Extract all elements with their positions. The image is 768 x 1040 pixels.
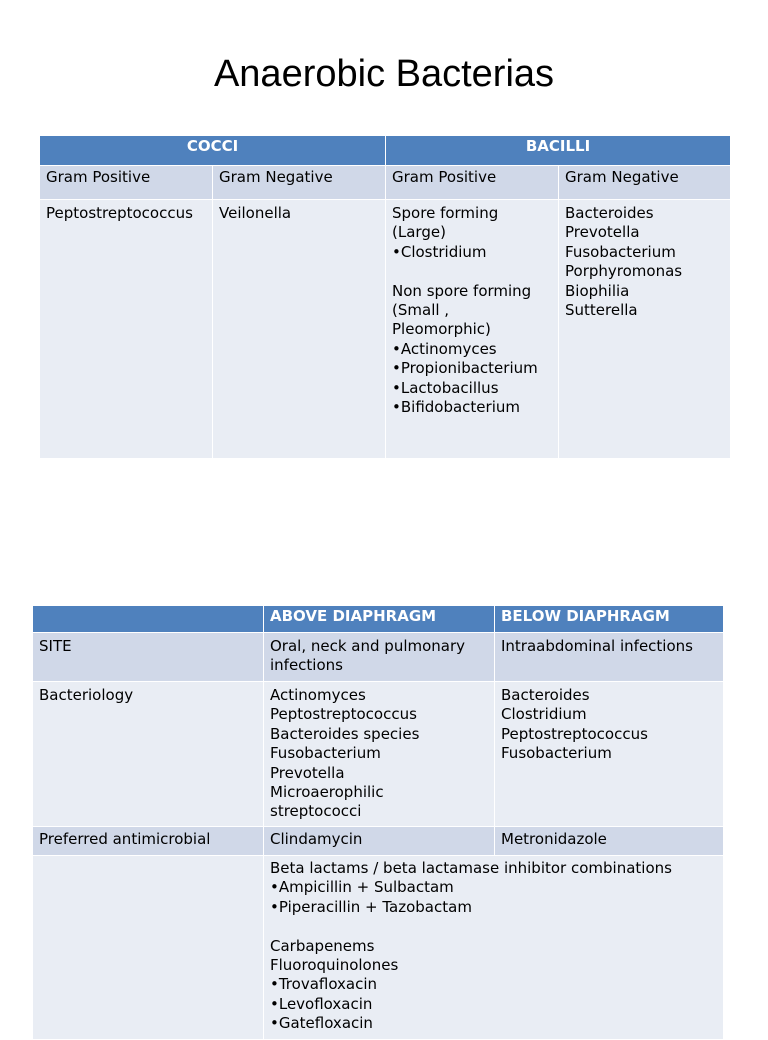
cell-cocci-gram-positive: Peptostreptococcus [40, 200, 213, 459]
cell-site-above: Oral, neck and pulmonary infections [264, 633, 495, 682]
table-row-site [33, 633, 724, 682]
header-blank [33, 606, 264, 633]
row-label-bacteriology: Bacteriology [33, 682, 264, 827]
cell-preferred-below: Metronidazole [495, 827, 724, 856]
cell-alternative-antimicrobials: Beta lactams / beta lactamase inhibitor combinations •Ampicillin + Sulbactam •Piperacillin + Tazobactam Carbapenems Fluoroquinolones •Trovafloxacin •Levofloxacin •Gatefloxacin [264, 856, 724, 1040]
bacteria-classification-table [39, 135, 731, 459]
subheader-cocci-gram-negative: Gram Negative [213, 166, 386, 200]
row-label-preferred-antimicrobial: Preferred antimicrobial [33, 827, 264, 856]
subheader-cocci-gram-positive: Gram Positive [40, 166, 213, 200]
cell-bacilli-gram-positive: Spore forming (Large) •Clostridium Non spore forming (Small , Pleomorphic) •Actinomyces •Propionibacterium •Lactobacillus •Bifidobacterium [386, 200, 559, 459]
diaphragm-comparison-table [32, 605, 724, 1040]
row-label-alternatives [33, 856, 264, 1040]
cell-site-below: Intraabdominal infections [495, 633, 724, 682]
row-label-site: SITE [33, 633, 264, 682]
table-row-alternatives [33, 856, 724, 1040]
table-header-row [40, 136, 731, 166]
cell-bacilli-gram-negative: Bacteroides Prevotella Fusobacterium Porphyromonas Biophilia Sutterella [559, 200, 731, 459]
cell-bacteriology-above: Actinomyces Peptostreptococcus Bacteroides species Fusobacterium Prevotella Microaerophilic streptococci [264, 682, 495, 827]
subheader-bacilli-gram-positive: Gram Positive [386, 166, 559, 200]
cell-bacteriology-below: Bacteroides Clostridium Peptostreptococcus Fusobacterium [495, 682, 724, 827]
table-row-bacteriology [33, 682, 724, 827]
header-above-diaphragm: ABOVE DIAPHRAGM [264, 606, 495, 633]
table-subheader-row [40, 166, 731, 200]
header-cocci: COCCI [40, 136, 386, 166]
slide-title: Anaerobic Bacterias [213, 53, 555, 95]
subheader-bacilli-gram-negative: Gram Negative [559, 166, 731, 200]
table-header-row [33, 606, 724, 633]
table-row-preferred-antimicrobial [33, 827, 724, 856]
cell-cocci-gram-negative: Veilonella [213, 200, 386, 459]
header-bacilli: BACILLI [386, 136, 731, 166]
cell-preferred-above: Clindamycin [264, 827, 495, 856]
table-row [40, 200, 731, 459]
header-below-diaphragm: BELOW DIAPHRAGM [495, 606, 724, 633]
